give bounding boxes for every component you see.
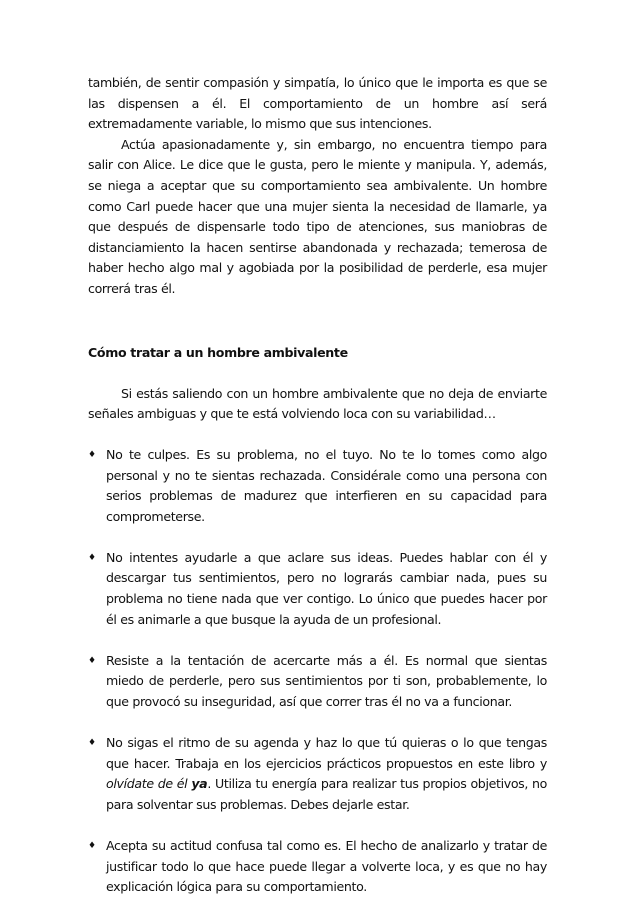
list-item-text: Resiste a la tentación de acercarte más a él. Es normal que sientas miedo de perderle, pero sus sentimientos por ti son, probablemente, lo que provocó su inseguridad, así que correr tras él no va a funcionar. bbox=[106, 652, 547, 710]
book-title-bold: ya bbox=[191, 776, 208, 792]
list-item-text: Acepta su actitud confusa tal como es. El hecho de analizarlo y tratar de justificar todo lo que hace puede llegar a volverte loca, y es que no hay explicación lógica para su comportamiento. bbox=[106, 838, 547, 895]
diamond-bullet-icon: ♦ bbox=[88, 738, 96, 749]
paragraph-intro-continuation: también, de sentir compasión y simpatía, lo único que le importa es que se las dispensen a él. El comportamiento de un hombre así será extremadamente variable, lo mismo que sus intenciones. bbox=[88, 75, 547, 132]
diamond-bullet-icon: ♦ bbox=[88, 449, 96, 460]
diamond-bullet-icon: ♦ bbox=[88, 552, 96, 563]
list-item-text-end: . Utiliza tu energía para realizar tus propios objetivos, no para solventar sus problemas. Debes dejarle estar. bbox=[106, 776, 548, 812]
book-title-italic: olvídate de él bbox=[106, 776, 188, 792]
list-item bbox=[88, 548, 547, 630]
section-intro: Si estás saliendo con un hombre ambivalente que no deja de enviarte señales ambiguas y que te está volviendo loca con su variabilidad… bbox=[88, 385, 547, 422]
paragraph-carl: Actúa apasionadamente y, sin embargo, no encuentra tiempo para salir con Alice. Le dice que le gusta, pero le miente y manipula. Y, además, se niega a aceptar que su comportamiento sea ambivalente. Un hombre como Carl puede hacer que una mujer sienta la necesidad de llamarle, ya que después de dispensarle todo tipo de atenciones, sus maniobras de distanciamiento la hacen sentirse abandonada y rechazada; temerosa de haber hecho algo mal y agobiada por la posibilidad de perderle, esa mujer correrá tras él. bbox=[88, 136, 547, 296]
page-content bbox=[88, 73, 547, 919]
list-item-text bbox=[106, 735, 547, 812]
list-item-text: No intentes ayudarle a que aclare sus ideas. Puedes hablar con él y descargar tus sentimientos, pero no lograrás cambiar nada, pues su problema no tiene nada que ver contigo. Lo único que puedes hacer por él es animarle a que busque la ayuda de un profesional. bbox=[106, 549, 547, 627]
blank-line bbox=[88, 300, 547, 321]
diamond-bullet-icon: ♦ bbox=[88, 841, 96, 852]
list-item bbox=[88, 836, 547, 898]
list-item bbox=[88, 733, 547, 815]
section-heading: Cómo tratar a un hombre ambivalente bbox=[88, 345, 348, 361]
list-item bbox=[88, 445, 547, 527]
diamond-bullet-icon: ♦ bbox=[88, 655, 96, 666]
list-item-text-start: No sigas el ritmo de su agenda y haz lo que tú quieras o lo que tengas que hacer. Trabaja en los ejercicios prácticos propuestos en este libro y bbox=[106, 735, 547, 771]
advice-list bbox=[88, 445, 547, 898]
list-item bbox=[88, 651, 547, 713]
list-item-text: No te culpes. Es su problema, no el tuyo. No te lo tomes como algo personal y no te sientas rechazada. Considérale como una persona con serios problemas de madurez que interfieren en su capacidad para comprometerse. bbox=[106, 446, 547, 524]
